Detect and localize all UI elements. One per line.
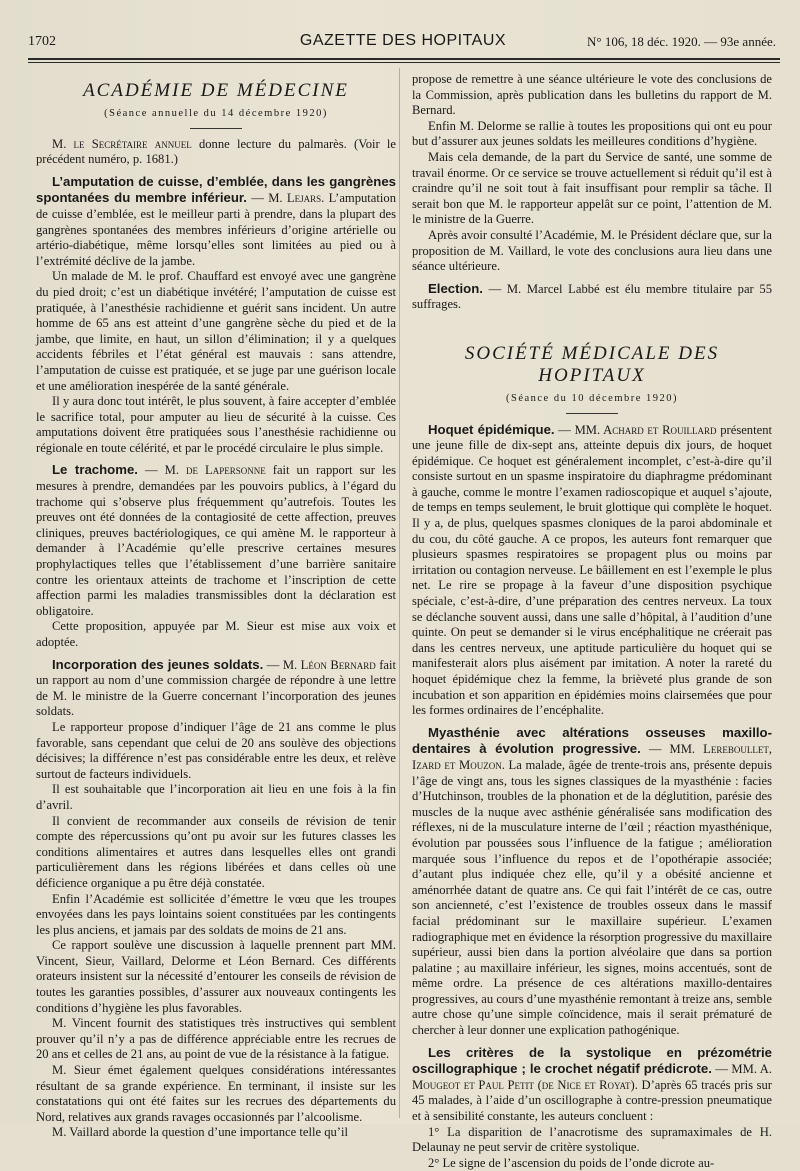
left-column <box>36 72 396 1141</box>
paragraph: propose de remettre à une séance ultérieure le vote des conclusions de la Commission, après publication dans les bulletins du rapport de M. Bernard. <box>412 72 772 118</box>
paragraph: Le rapporteur propose d’indiquer l’âge de 21 ans comme le plus favorable, sans cependant que celui de 20 ans soulève des objections décisives; la différence n’est pas considérable entre les deux, et relève surtout de facteurs individuels. <box>36 719 396 781</box>
article-heading: L’amputation de cuisse, d’emblée, dans les gangrènes spontanées du membre inférieur. <box>36 173 396 206</box>
paragraph: Enfin M. Delorme se rallie à toutes les propositions qui ont eu pour but d’assurer aux jeunes soldats les meilleures conditions d’hygiène. <box>412 118 772 149</box>
paragraph: M. Vincent fournit des statistiques très instructives qui semblent prouver qu’il n’y a pas de différence appréciable entre les recrues de 20 ans et celles de 21 ans, au point de vue de la résistance à la fatigue. <box>36 1016 396 1062</box>
article-election: Election. — M. Marcel Labbé est élu membre titulaire par 55 suffrages. <box>412 280 772 312</box>
article-hoquet: Hoquet épidémique. — MM. Achard et Rouillard présentent une jeune fille de dix-sept ans, atteinte depuis dix jours, de hoquet épidémique. Ce hoquet est généralement incomplet, c’est-à-dire qu’il consiste surtout en un spasme inspiratoire du diaphragme prédominant à gauche, comme le montre l’examen radioscopique et auquel s’ajoute, de temps en temps seulement, le bruit glottique qui complète le hoquet. Il y a, de plus, quelques spasmes cloniques de la paroi abdominale et du cou, du côté gauche. A ce propos, les auteurs font remarquer que plusieurs spasmes respiratoires se propagent plus ou moins par irritation ou contagion nerveuse. Le bâillement en est l’exemple le plus net. Le rire se propage à la faveur d’une disposition psychique spéciale, c’est-à-dire, d’une préparation des centres nerveux. La toux se déclanche souvent aussi, dans une salle d’hôpital, à l’audition d’une quinte. On peut se demander si le virus encéphalitique ne créerait pas dans les centres nerveux, une aptitude particulière du hoquet qui se manifesterait alors plus aisément par imitation. A noter la rareté du hoquet épidémique chez la femme, la brièveté plus grande de son incubation et son apparition en épidémies moins clairsemées que pour les formes ordinaires de l’encéphalite. <box>412 421 772 718</box>
article-author: — M. Léon Bernard <box>263 657 376 672</box>
paragraph: M. Sieur émet également quelques considérations intéressantes résultant de sa grande expérience. En terminant, il insiste sur les constatations qui ont été faites sur les recrues des départements du Nord, relatives aux grands ravages occasionnés par l’alcoolisme. <box>36 1063 396 1124</box>
article-myasthenie: Myasthénie avec altérations osseuses maxillo-dentaires à évolution progressive. — MM. Lereboullet, Izard et Mouzon. La malade, âgée de trente-trois ans, présente depuis l’âge de vingt ans, tous les signes classiques de la myasthénie : facies d’Hutchinson, troubles de la phonation et de la déglutition, parésie des muscles de la nuque avec asthénie généralisée sans modification des réflexes, ni de la musculature interne de l’œil ; réaction myasthénique, évolution par poussées sous l’influence de la fatigue ; amélioration marquée sous l’influence du repos et de l’opothérapie associée; d’autant plus indiquée chez elle, qu’il y a obésité ancienne et aménorrhée datant de quatre ans. Ce qui fait l’intérêt de ce cas, outre son ancienneté, c’est l’existence de troubles osseux dans le massif facial prédominant sur le maxillaire supérieur. L’examen radiographique met en évidence la résorption progressive du maxillaire supérieur, aussi bien dans la portion alvéolaire que dans sa portion palatine ; au maxillaire inférieur, les signes, moins accentués, sont de même ordre. La présence de ces altérations maxillo-dentaires progressives, au cours d’une myasthénie remontant à treize ans, semble autre chose qu’une simple coïncidence, mais il serait prématuré de chercher à leur donner une explication pathogénique. <box>412 724 772 1038</box>
article-oscillographie: Les critères de la systolique en prézométrie oscillographique ; le crochet négatif prédicrote. — MM. A. Mougeot et Paul Petit (de Nice et Royat). D’après 65 tracés pris sur 45 malades, à l’aide d’un oscillographe à contre-pression pneumatique et à sensibilité constante, les auteurs concluent : <box>412 1044 772 1124</box>
article-incorporation: Incorporation des jeunes soldats. — M. Léon Bernard fait un rapport au nom d’une commission chargée de répondre à une lettre de M. le ministre de la Guerre concernant l’incorporation des jeunes soldats. <box>36 656 396 719</box>
page-header <box>28 30 776 54</box>
article-heading: Myasthénie avec altérations osseuses maxillo-dentaires à évolution progressive. <box>412 724 772 757</box>
paragraph: Il y aura donc tout intérêt, le plus souvent, à faire accepter d’emblée le sacrifice total, pour amputer au lieu de sécurité à la cuisse. Ces amputations doivent être pratiquées sous l’anesthésie rachidienne ou régionale en toute célérité, et par le procédé circulaire le plus simple. <box>36 394 396 455</box>
article-author: — M. Lejars. <box>246 191 325 206</box>
paragraph: M. Vaillard aborde la question d’une importance telle qu’il <box>52 1125 348 1140</box>
header-rule <box>28 58 780 60</box>
article-author: — MM. Achard et Rouillard <box>554 422 717 437</box>
section-subtitle: (Séance du 10 décembre 1920) <box>505 392 679 404</box>
paragraph: Il est souhaitable que l’incorporation ait lieu en une fois à la fin d’avril. <box>36 782 396 812</box>
article-amputation: L’amputation de cuisse, d’emblée, dans les gangrènes spontanées du membre inférieur. — M. Lejars. L’amputation de cuisse d’emblée, est le meilleur parti à prendre, dans la plupart des gangrènes spontanées des membres inférieurs d’origine artérielle ou artério-diabétique, même lorsqu’elles sont limitées au pied ou à l’extrémité déclive de la jambe. <box>36 173 396 268</box>
paragraph: Cette proposition, appuyée par M. Sieur est mise aux voix et adoptée. <box>36 619 396 649</box>
header-rule-thin <box>28 62 780 63</box>
paragraph: Mais cela demande, de la part du Service de santé, une somme de travail énorme. Or ce service se trouve actuellement si réduit qu’il est à craindre qu’il ne soit tout à fait insuffisant pour remplir sa tâche. Il serait bon que M. le rapporteur appelât sur ce point, l’attention de M. le ministre de la Guerre. <box>412 149 772 227</box>
right-column <box>412 72 772 1171</box>
section-title: SOCIÉTÉ MÉDICALE DES HOPITAUX <box>464 342 720 386</box>
article-trachome: Le trachome. — M. de Lapersonne fait un rapport sur les mesures à prendre, demandées par les pouvoirs publics, à l’égard du trachome qui s’observe plus fréquemment qu’autrefois. Toutes les preuves ont été données de la contagiosité de cette affection, preuves cliniques, preuves bactériologiques, ce qui amène M. le rapporteur à demander à l’Académie qu’elle prescrive certaines mesures prophylactiques telles que l’établissement d’une barrière sanitaire contre les orientaux atteints de trachome et l’inscription de cette affection parmi les maladies transmissibles dont la déclaration est obligatoire. <box>36 462 396 618</box>
article-author: — MM. A. Mougeot et Paul Petit (de Nice et Royat). <box>412 1062 772 1092</box>
article-heading: Les critères de la systolique en prézométrie oscillographique ; le crochet négatif prédicrote. <box>412 1044 772 1077</box>
page-number: 1702 <box>28 34 56 49</box>
section-rule <box>190 128 242 129</box>
paragraph: Un malade de M. le prof. Chauffard est envoyé avec une gangrène du pied droit; c’est un diabétique invétéré; l’amputation de cuisse est pratiquée, à l’anesthésie rachidienne et guérit sans incident. Un autre homme de 65 ans est atteint d’une gangrène sèche du pied et de la jambe, que limite, en haut, un sillon d’élimination; il y a quelques accidents fébriles et l’état général est mauvais : sans attendre, l’amputation de cuisse est pratiquée, et se juge par une guérison locale et une amélioration inespérée de la santé générale. <box>36 269 396 393</box>
section-subtitle: (Séance annuelle du 14 décembre 1920) <box>104 108 328 119</box>
paragraph: Ce rapport soulève une discussion à laquelle prennent part MM. Vincent, Sieur, Vaillard, Delorme et Léon Bernard. Ces différents orateurs insistent sur la nécessité d’entourer les conseils de révision de toutes les garanties possibles, d’assurer aux nouveaux contingents les conditions d’hygiène les plus favorables. <box>36 938 396 1015</box>
article-heading: Incorporation des jeunes soldats. <box>52 656 264 672</box>
article-author: — M. de Lapersonne <box>137 463 266 478</box>
article-heading: Election. <box>428 280 483 296</box>
issue-info: N° 106, 18 déc. 1920. — 93e année. <box>587 34 776 49</box>
paragraph: 2° Le signe de l’ascension du poids de l’onde dicrote au- <box>428 1155 715 1170</box>
journal-title: GAZETTE DES HOPITAUX <box>299 32 507 49</box>
article-author: — MM. Lereboullet, Izard et Mouzon. <box>412 742 772 772</box>
column-divider <box>399 68 400 1118</box>
person-name: M. le Secrétaire annuel <box>52 136 192 151</box>
paragraph: Après avoir consulté l’Académie, M. le Président déclare que, sur la proposition de M. Vaillard, le vote des conclusions aura lieu dans une séance ultérieure. <box>412 227 772 274</box>
paragraph: M. le Secrétaire annuel donne lecture du palmarès. (Voir le précédent numéro, p. 1681.) <box>36 136 396 167</box>
section-rule <box>566 413 618 414</box>
section-title: ACADÉMIE DE MÉDECINE <box>83 80 349 101</box>
article-heading: Hoquet épidémique. <box>428 421 555 437</box>
article-heading: Le trachome. <box>52 462 138 478</box>
paragraph: Il convient de recommander aux conseils de révision de tenir compte des répercussions qu’ont pu avoir sur les futures classes les conditions alimentaires et autres dans lesquelles elles ont grandi particulièrement dans les régions libérées et dans celles où une déficience organique a pu être déjà constatée. <box>36 813 396 890</box>
paragraph: Enfin l’Académie est sollicitée d’émettre le vœu que les troupes envoyées dans les pays lointains soient constituées par les contingents les plus anciens, et jamais par des soldats de moins de 21 ans. <box>36 891 396 937</box>
paragraph: 1° La disparition de l’anacrotisme des supramaximales de H. Delaunay ne peut servir de critère systolique. <box>412 1124 772 1155</box>
